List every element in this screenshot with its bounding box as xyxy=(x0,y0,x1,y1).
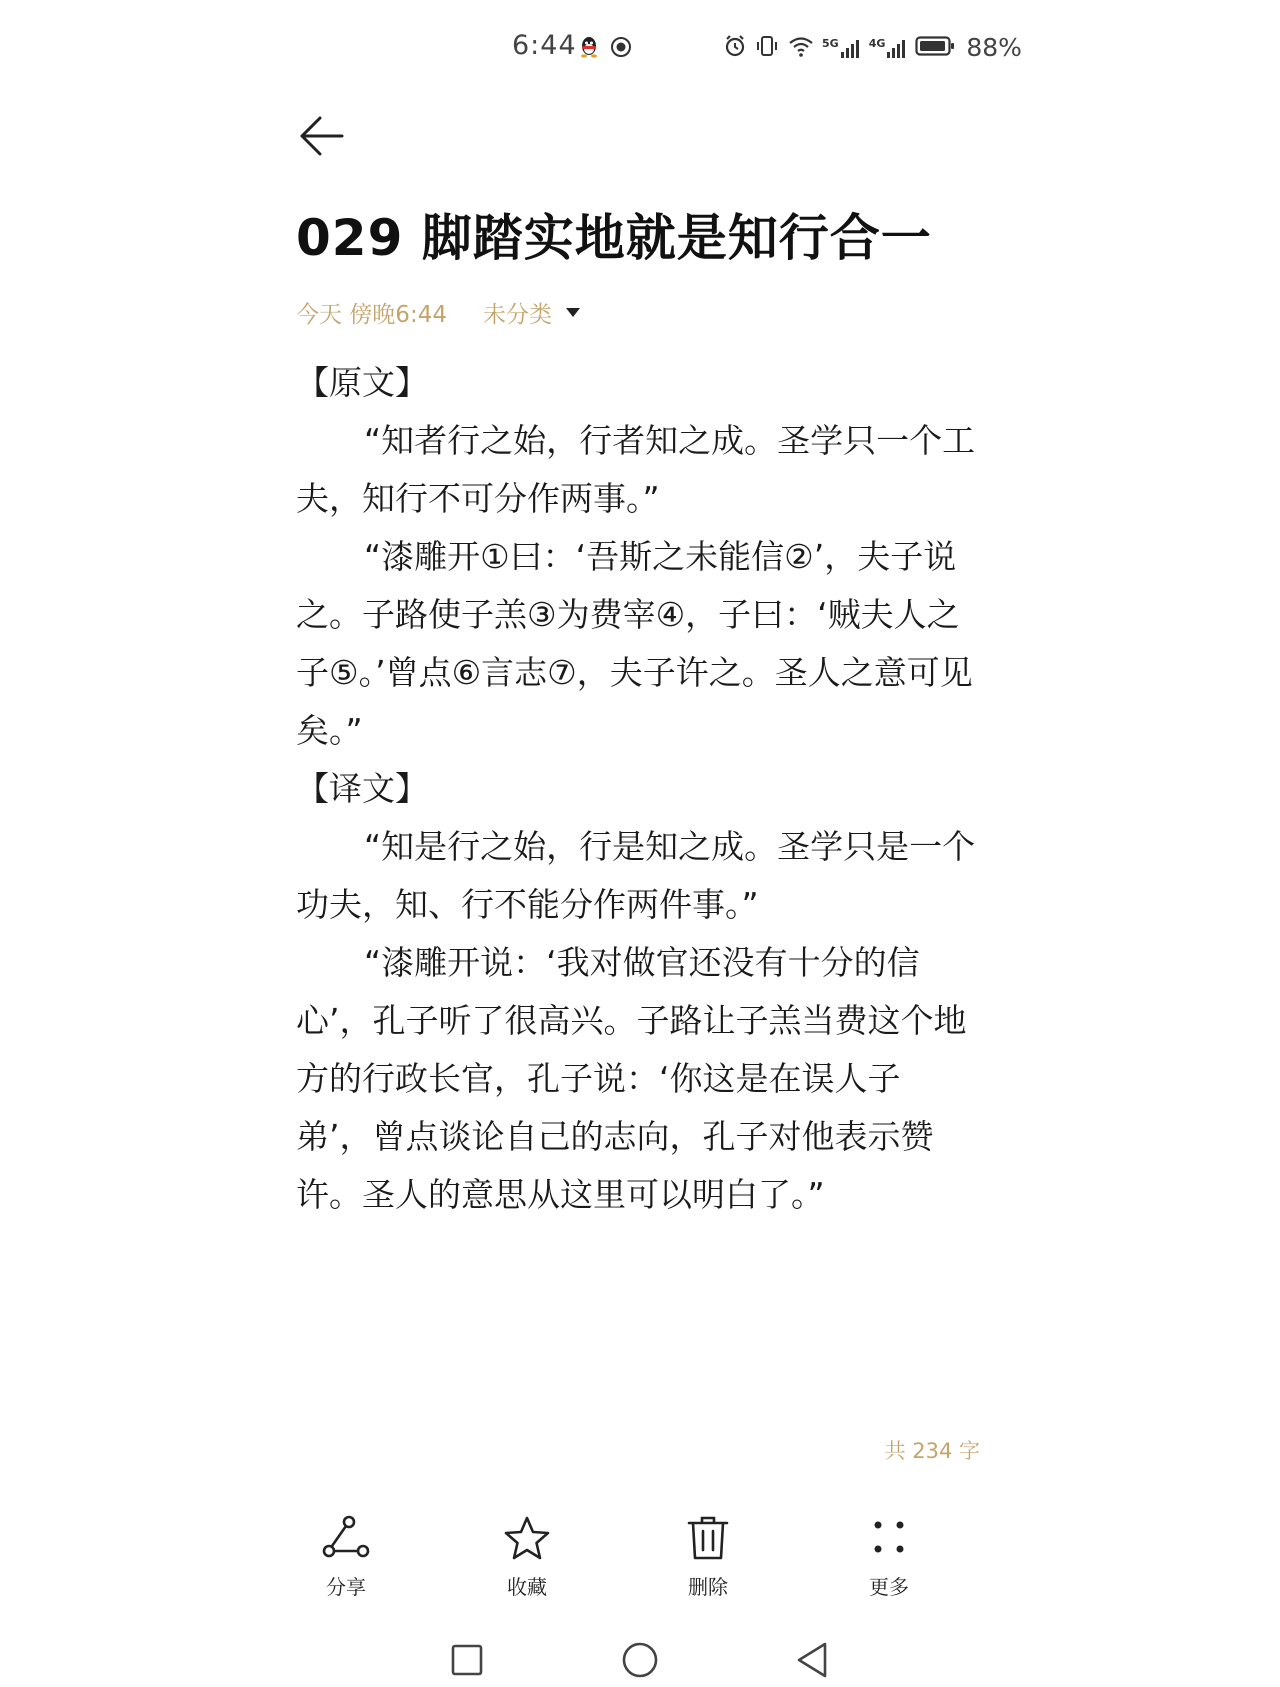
more-dots-icon xyxy=(864,1515,914,1565)
status-bar xyxy=(0,0,1280,95)
status-system-icons xyxy=(723,33,1022,62)
triangle-back-icon xyxy=(794,1640,830,1684)
bottom-toolbar xyxy=(296,1515,986,1605)
more-label: 更多 xyxy=(869,1575,909,1599)
note-title[interactable]: 029 脚踏实地就是知行合一 xyxy=(296,209,932,267)
recents-button[interactable] xyxy=(443,1640,491,1684)
paragraph: “知者行之始，行者知之成。圣学只一个工夫，知行不可分作两事。” xyxy=(296,421,976,518)
category-label: 未分类 xyxy=(482,302,552,328)
status-time: 6:44 xyxy=(512,30,577,61)
share-button[interactable] xyxy=(296,1515,396,1600)
section-heading-translation: 【译文】 xyxy=(296,769,428,808)
home-button[interactable] xyxy=(616,1640,664,1684)
square-icon xyxy=(450,1643,484,1681)
arrow-left-icon xyxy=(298,114,346,162)
favorite-button[interactable] xyxy=(477,1515,577,1600)
battery-icon xyxy=(915,35,955,61)
category-selector[interactable] xyxy=(483,296,580,329)
delete-button[interactable] xyxy=(658,1515,758,1600)
paragraph: “知是行之始，行是知之成。圣学只是一个功夫，知、行不能分作两件事。” xyxy=(296,827,976,924)
vibrate-icon xyxy=(754,34,780,62)
wifi-icon xyxy=(787,34,815,62)
back-button[interactable] xyxy=(296,112,348,164)
paragraph: “漆雕开①曰：‘吾斯之未能信②’，夫子说之。子路使子羔③为费宰④，子曰：‘贼夫人之子⑤。’曾点⑥言志⑦，夫子许之。圣人之意可见矣。” xyxy=(296,537,973,750)
note-meta xyxy=(296,296,580,329)
trash-icon xyxy=(683,1515,733,1565)
alarm-icon xyxy=(723,34,747,62)
5g-signal-icon: 5G xyxy=(822,37,862,59)
4g-signal-icon: 4G xyxy=(869,37,909,59)
share-label: 分享 xyxy=(326,1575,366,1599)
note-timestamp: 今天 傍晚6:44 xyxy=(296,302,447,328)
note-body[interactable] xyxy=(296,354,976,1224)
system-navigation-bar xyxy=(0,1640,1280,1687)
caret-down-icon xyxy=(566,308,580,317)
section-heading-original: 【原文】 xyxy=(296,363,428,402)
status-notification-icons xyxy=(578,35,632,63)
word-count: 共 234 字 xyxy=(884,1439,980,1463)
qq-icon xyxy=(578,35,600,63)
share-icon xyxy=(321,1515,371,1565)
more-button[interactable] xyxy=(839,1515,939,1600)
star-icon xyxy=(502,1515,552,1565)
battery-percentage: 88% xyxy=(966,33,1022,62)
delete-label: 删除 xyxy=(688,1575,728,1599)
circle-icon xyxy=(620,1640,660,1684)
paragraph: “漆雕开说：‘我对做官还没有十分的信心’，孔子听了很高兴。子路让子羔当费这个地方的行政长官，孔子说：‘你这是在误人子弟’，曾点谈论自己的志向，孔子对他表示赞许。圣人的意思从这里可以明白了。” xyxy=(296,943,967,1214)
app-notification-icon xyxy=(610,36,632,62)
back-nav-button[interactable] xyxy=(788,1640,836,1684)
favorite-label: 收藏 xyxy=(507,1575,547,1599)
